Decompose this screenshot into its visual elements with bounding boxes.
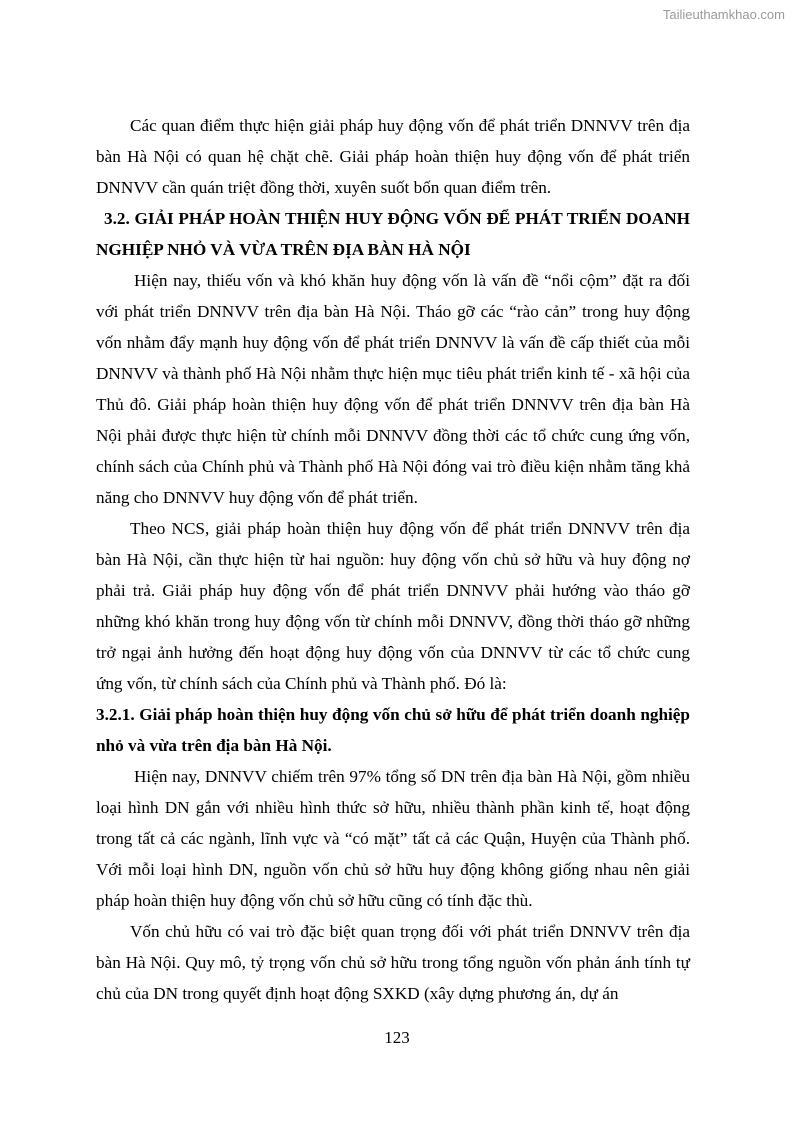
paragraph-dnnvv-share: Hiện nay, DNNVV chiếm trên 97% tổng số DN trên địa bàn Hà Nội, gồm nhiều loại hình DN gắn với nhiều hình thức sở hữu, nhiều thành phần kinh tế, hoạt động trong tất cả các ngành, lĩnh vực và “có mặt” tất cả các Quận, Huyện của Thành phố. Với mỗi loại hình DN, nguồn vốn chủ sở hữu huy động không giống nhau nên giải pháp hoàn thiện huy động vốn chủ sở hữu cũng có tính đặc thù. xyxy=(96,767,690,910)
page-number: 123 xyxy=(384,1028,410,1047)
watermark-text: Tailieuthamkhao.com xyxy=(662,7,785,22)
subsection-heading-3-2-1: 3.2.1. Giải pháp hoàn thiện huy động vốn chủ sở hữu để phát triển doanh nghiệp nhỏ và vừa trên địa bàn Hà Nội. xyxy=(96,705,690,755)
paragraph-intro: Các quan điểm thực hiện giải pháp huy động vốn để phát triển DNNVV trên địa bàn Hà Nội có quan hệ chặt chẽ. Giải pháp hoàn thiện huy động vốn để phát triển DNNVV cần quán triệt đồng thời, xuyên suốt bốn quan điểm trên. xyxy=(96,116,690,197)
document-body xyxy=(96,110,690,1009)
paragraph-ncs-view: Theo NCS, giải pháp hoàn thiện huy động vốn để phát triển DNNVV trên địa bàn Hà Nội, cần thực hiện từ hai nguồn: huy động vốn chủ sở hữu và huy động nợ phải trả. Giải pháp huy động vốn để phát triển DNNVV phải hướng vào tháo gỡ những khó khăn trong huy động vốn từ chính mỗi DNNVV, đồng thời tháo gỡ những trở ngại ảnh hưởng đến hoạt động huy động vốn của DNNVV từ các tổ chức cung ứng vốn, từ chính sách của Chính phủ và Thành phố. Đó là: xyxy=(96,519,690,693)
paragraph-equity-role: Vốn chủ hữu có vai trò đặc biệt quan trọng đối với phát triển DNNVV trên địa bàn Hà Nội. Quy mô, tỷ trọng vốn chủ sở hữu trong tổng nguồn vốn phản ánh tính tự chủ của DN trong quyết định hoạt động SXKD (xây dựng phương án, dự án xyxy=(96,922,690,1003)
paragraph-current-situation: Hiện nay, thiếu vốn và khó khăn huy động vốn là vấn đề “nổi cộm” đặt ra đối với phát triển DNNVV trên địa bàn Hà Nội. Tháo gỡ các “rào cản” trong huy động vốn nhằm đẩy mạnh huy động vốn để phát triển DNNVV là vấn đề cấp thiết của mỗi DNNVV và thành phố Hà Nội nhằm thực hiện mục tiêu phát triển kinh tế - xã hội của Thủ đô. Giải pháp hoàn thiện huy động vốn để phát triển DNNVV trên địa bàn Hà Nội phải được thực hiện từ chính mỗi DNNVV đồng thời các tổ chức cung ứng vốn, chính sách của Chính phủ và Thành phố Hà Nội đóng vai trò điều kiện nhằm tăng khả năng cho DNNVV huy động vốn để phát triển. xyxy=(96,271,690,507)
section-heading-3-2: 3.2. GIẢI PHÁP HOÀN THIỆN HUY ĐỘNG VỐN ĐỂ PHÁT TRIỂN DOANH NGHIỆP NHỎ VÀ VỪA TRÊN ĐỊA BÀN HÀ NỘI xyxy=(96,209,690,259)
